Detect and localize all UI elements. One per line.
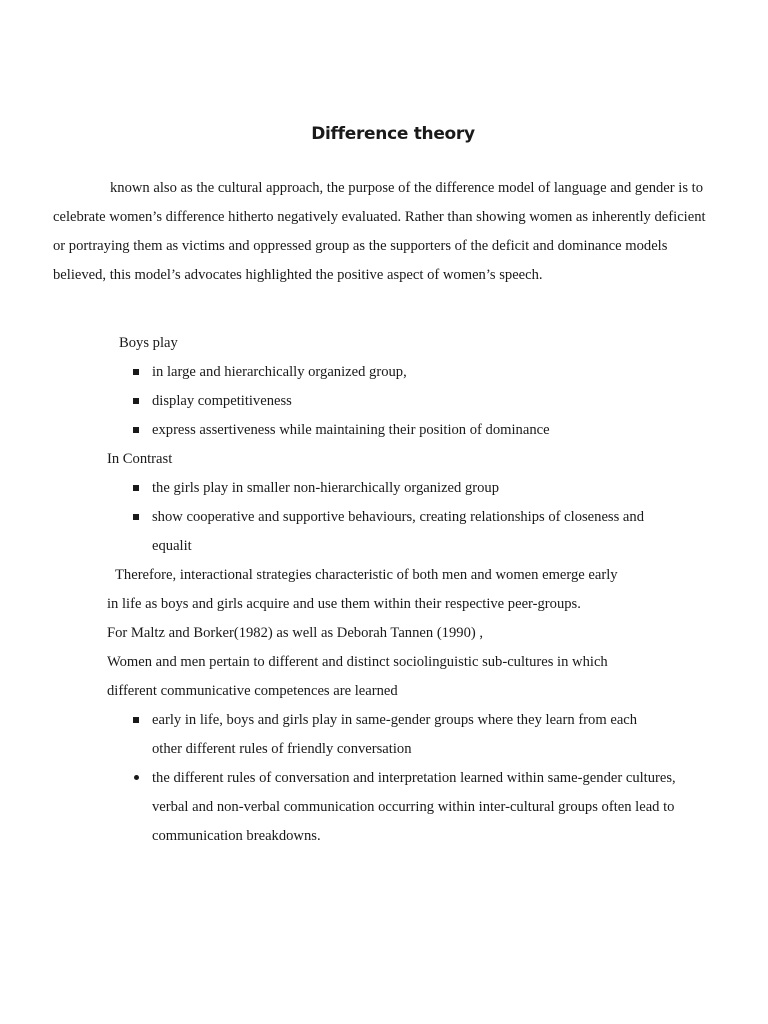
therefore-line-2: in life as boys and girls acquire and use them within their respective peer-groups.: [107, 596, 581, 612]
women-men-line-2: different communicative competences are learned: [107, 683, 398, 699]
square-bullet-icon: [128, 416, 144, 445]
list-item: [128, 474, 688, 503]
in-contrast-heading: In Contrast: [107, 451, 173, 467]
list-item: [128, 358, 688, 387]
square-bullet-icon: [128, 358, 144, 387]
list-item-text: in large and hierarchically organized group,: [152, 364, 407, 380]
document-title: Difference theory: [311, 124, 475, 144]
square-bullet-icon: [128, 706, 144, 735]
women-men-line-1: Women and men pertain to different and distinct sociolinguistic sub-cultures in which: [107, 654, 608, 670]
list-item: [128, 764, 678, 851]
list-item: [128, 387, 688, 416]
list-item: [128, 503, 668, 561]
list-item-text: show cooperative and supportive behaviours, creating relationships of closeness and equalit: [152, 509, 644, 554]
intro-paragraph: known also as the cultural approach, the purpose of the difference model of language and gender is to celebrate women’s difference hitherto negatively evaluated. Rather than showing women as inherently deficient or portraying them as victims and oppressed group as the supporters of the deficit and dominance models believed, this model’s advocates highlighted the positive aspect of women’s speech.: [53, 180, 706, 283]
list-item: [128, 416, 688, 445]
boys-play-heading: Boys play: [119, 335, 178, 351]
list-item-text: display competitiveness: [152, 393, 292, 409]
maltz-borker-line: For Maltz and Borker(1982) as well as Deborah Tannen (1990) ,: [107, 625, 484, 641]
list-item: [128, 706, 668, 764]
list-item-text: early in life, boys and girls play in same-gender groups where they learn from each other different rules of friendly conversation: [152, 712, 638, 757]
list-item-text: the different rules of conversation and interpretation learned within same-gender cultures, verbal and non-verbal communication occurring within inter-cultural groups often lead to communication breakdowns.: [152, 770, 676, 844]
list-item-text: express assertiveness while maintaining their position of dominance: [152, 422, 550, 438]
square-bullet-icon: [128, 503, 144, 532]
square-bullet-icon: [128, 474, 144, 503]
therefore-line-1: Therefore, interactional strategies characteristic of both men and women emerge early: [115, 567, 618, 583]
square-bullet-icon: [128, 387, 144, 416]
list-item-text: the girls play in smaller non-hierarchically organized group: [152, 480, 500, 496]
round-bullet-icon: [128, 764, 144, 793]
